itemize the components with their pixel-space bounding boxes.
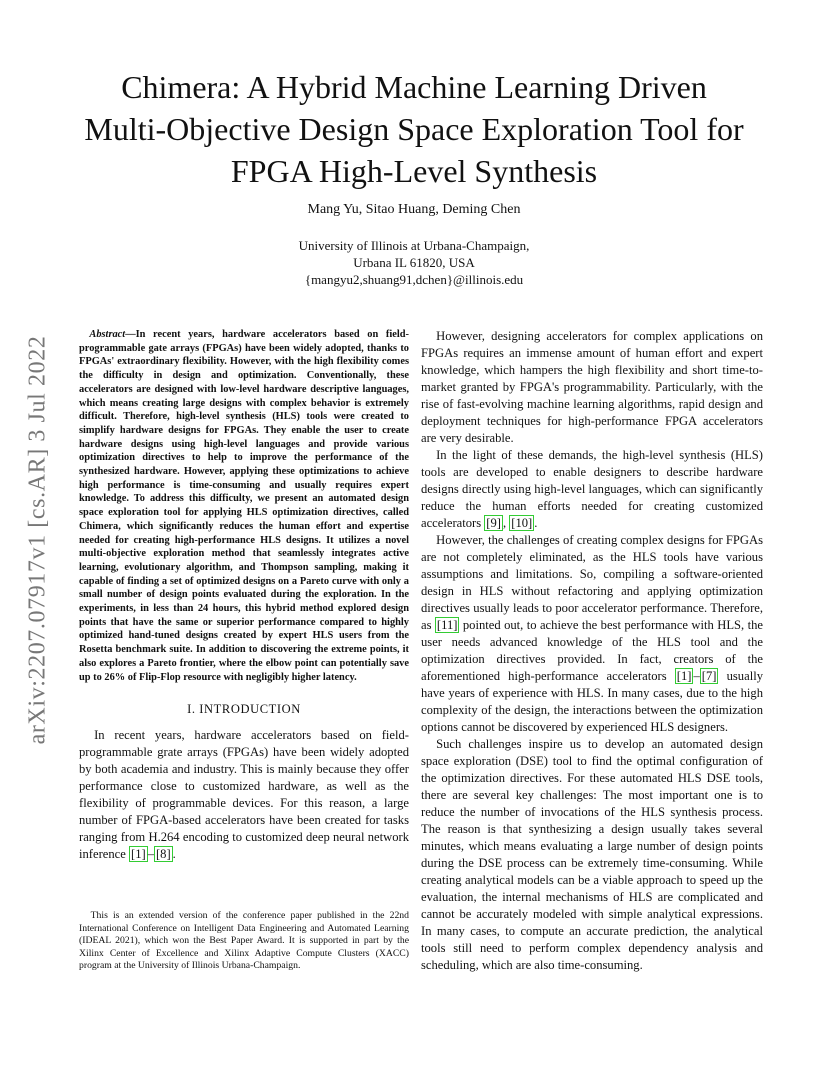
paragraph-text: usually have years of experience with HLS. In many cases, due to the high complexity of the design, the interactions between the optimization options cannot be discovered by experienced HLS designers. bbox=[421, 669, 763, 734]
body-paragraph bbox=[421, 532, 763, 736]
citation-link[interactable]: [11] bbox=[436, 618, 458, 632]
section-heading: I. INTRODUCTION bbox=[187, 702, 301, 717]
left-column bbox=[79, 328, 409, 863]
body-paragraph: However, designing accelerators for complex applications on FPGAs requires an immense amount of human effort and expert knowledge, which hampers the high flexibility and short time-to-market granted by FPGA's programmability. Particularly, with the rise of fast-evolving machine learning algorithms, rapid design and deployment techniques for high-performance FPGA accelerators are very desirable. bbox=[421, 329, 763, 445]
affiliation bbox=[0, 237, 828, 288]
affiliation-line: {mangyu2,shuang91,dchen}@illinois.edu bbox=[304, 272, 524, 287]
body-paragraph: Such challenges inspire us to develop an automated design space exploration (DSE) tool to find the optimal configuration of the optimization directives. For these automated HLS DSE tools, there are several key challenges: The most important one is to reduce the number of invocations of the HLS synthesis process. The reason is that synthesizing a design usually takes several minutes, which means evaluating a large number of design points during the DSE process can be extremely time-consuming. While creating analytical models can be a viable approach to speed up the evaluation, the internal mechanisms of HLS are complicated and cannot be accurately modeled with simple analytical expressions. In many cases, to compute an accurate prediction, the analytical tools still need to perform complex dependency analysis and scheduling, which are also time-consuming. bbox=[421, 737, 763, 972]
title-line: FPGA High-Level Synthesis bbox=[230, 153, 598, 189]
citation-link[interactable]: [1] bbox=[131, 847, 146, 862]
footnote: This is an extended version of the conference paper published in the 22nd International Conference on Intelligent Data Engineering and Automated Learning (IDEAL 2021), which won the Best Paper Award. It is supported in part by the Xilinx Center of Excellence and Xilinx Adaptive Compute Clusters (XACC) program at the University of Illinois Urbana-Champaign. bbox=[79, 910, 409, 971]
title-line: Chimera: A Hybrid Machine Learning Driven bbox=[121, 69, 707, 105]
paragraph-text: pointed out, to achieve the best performance with HLS, the user needs advanced knowledge of the HLS tool and the optimization directives provided. In fact, creators of the aforementioned high-performance accelerators bbox=[421, 618, 763, 683]
citation-link[interactable]: [1] bbox=[676, 669, 692, 683]
paragraph-text: However, the challenges of creating complex designs for FPGAs are not completely eliminated, as the HLS tools have various assumptions and limitations. So, compiling a software-oriented design in HLS without refactoring and applying optimization directives usually leads to poor accelerator performance. Therefore, as bbox=[421, 533, 763, 632]
arxiv-stamp bbox=[22, 300, 54, 780]
author-list: Mang Yu, Sitao Huang, Deming Chen bbox=[307, 202, 521, 217]
abstract-text: —In recent years, hardware accelerators based on field-programmable gate arrays (FPGAs) have been widely adopted, thanks to FPGAs' extraordinary flexibility. However, with the high flexibility comes the difficulty in design and optimization. Conventionally, these accelerators are designed with low-level hardware descriptive languages, which means creating large designs with complex behavior is extremely difficult. Therefore, high-level synthesis (HLS) tools were created to simplify hardware designs for FPGAs. They enable the user to create hardware designs using high-level languages and provide various optimization directives to help to improve the performance of the synthesized hardware. However, applying these optimizations to achieve high performance is time-consuming and usually requires expert knowledge. To address this difficulty, we present an automated design space exploration tool for applying HLS optimization directives, called Chimera, which significantly reduces the human effort and expertise needed for creating high-performance HLS designs. It utilizes a novel multi-objective exploration method that seamlessly integrates active learning, evolutionary algorithm, and Thompson sampling, making it capable of finding a set of optimized designs on a Pareto curve with only a small number of design points evaluated during the exploration. In the experiments, in less than 24 hours, this hybrid method explored design points that have the same or superior performance compared to highly optimized hand-tuned designs created by expert HLS users from the Rosetta benchmark suite. In addition to discovering the extreme points, it also explores a Pareto frontier, where the elbow point can potentially save up to 26% of Flip-Flop resource with negligibly higher latency. bbox=[79, 329, 409, 683]
paragraph-text: . bbox=[172, 847, 176, 862]
citation-link[interactable]: [10] bbox=[511, 516, 533, 530]
paragraph-text: In recent years, hardware accelerators based on field-programmable grate arrays (FPGAs) have been widely adopted by both academia and industry. This is mainly because they offer performance close to customized hardware, as well as the flexibility of programmable devices. For this reason, a large number of FPGA-based accelerators have been created for tasks ranging from H.264 encoding to customized deep neural network inference bbox=[79, 728, 409, 862]
title-line: Multi-Objective Design Space Exploration Tool for bbox=[84, 111, 744, 147]
affiliation-line: University of Illinois at Urbana-Champaign, bbox=[298, 238, 530, 253]
body-paragraph bbox=[421, 447, 763, 532]
paper-title bbox=[60, 66, 768, 192]
abstract-label: Abstract bbox=[89, 329, 126, 340]
intro-paragraph bbox=[79, 727, 409, 863]
citation-link[interactable]: [9] bbox=[486, 516, 501, 530]
affiliation-line: Urbana IL 61820, USA bbox=[353, 255, 475, 270]
paragraph-text: – bbox=[147, 847, 154, 862]
paragraph-text: . bbox=[534, 516, 538, 530]
paragraph-text: , bbox=[502, 516, 510, 530]
citation-link[interactable]: [7] bbox=[701, 669, 717, 683]
paragraph-text: In the light of these demands, the high-level synthesis (HLS) tools are developed to enable designers to describe hardware designs directly using high-level languages, which can significantly reduce the human efforts needed for creating customized accelerators bbox=[421, 448, 763, 530]
citation-link[interactable]: [8] bbox=[155, 847, 171, 862]
abstract bbox=[79, 328, 409, 684]
right-column bbox=[421, 328, 763, 974]
arxiv-stamp-text: arXiv:2207.07917v1 [cs.AR] 3 Jul 2022 bbox=[24, 335, 51, 745]
paragraph-text: – bbox=[693, 669, 700, 683]
